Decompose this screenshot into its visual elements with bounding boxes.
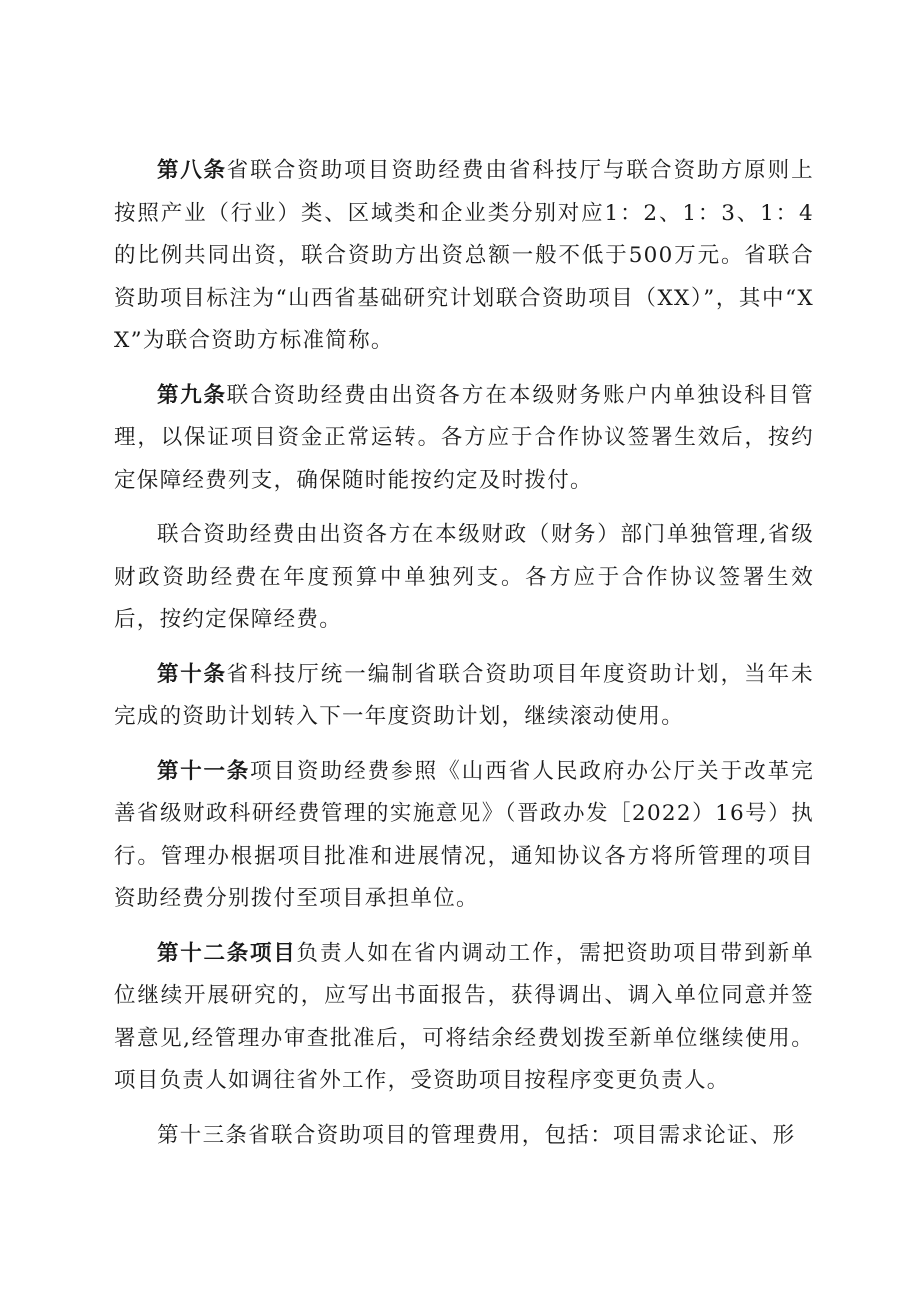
article-body: 项目资助经费参照《山西省人民政府办公厅关于改革完善省级财政科研经费管理的实施意见》（晋政办发［2022）16号）执行。管理办根据项目批准和进展情况，通知协议各方将所管理的项目资助经费分别拨付至项目承担单位。 (114, 758, 814, 911)
article-12-paragraph (114, 933, 814, 1103)
article-9-continuation-paragraph (114, 514, 814, 642)
article-heading: 第八条 (157, 158, 227, 183)
document-page (114, 150, 814, 1169)
article-body: 联合资助经费由出资各方在本级财务账户内单独设科目管理，以保证项目资金正常运转。各方应于合作协议签署生效后，按约定保障经费列支，确保随时能按约定及时拨付。 (114, 382, 814, 493)
article-body: 第十三条省联合资助项目的管理费用，包括：项目需求论证、形 (157, 1122, 796, 1148)
article-11-paragraph (114, 751, 814, 921)
article-heading: 第十一条 (157, 758, 250, 784)
article-heading: 第九条 (157, 382, 227, 408)
article-10-paragraph (114, 654, 814, 739)
article-body: 负责人如在省内调动工作，需把资助项目带到新单位继续开展研究的，应写出书面报告，获得调出、调入单位同意并签署意见,经管理办审查批准后，可将结余经费划拨至新单位继续使用。项目负责人如调往省外工作，受资助项目按程序变更负责人。 (114, 940, 814, 1093)
article-heading: 第十二条项目 (157, 940, 297, 966)
article-body: 省联合资助项目资助经费由省科技厅与联合资助方原则上按照产业（行业）类、区域类和企业类分别对应1：2、1：3、1：4的比例共同出资，联合资助方出资总额一般不低于500万元。省联合资助项目标注为“山西省基础研究计划联合资助项目（XX）”，其中“XX”为联合资助方标准简称。 (114, 158, 814, 353)
article-body: 联合资助经费由出资各方在本级财政（财务）部门单独管理,省级财政资助经费在年度预算中单独列支。各方应于合作协议签署生效后，按约定保障经费。 (114, 522, 814, 632)
article-8-paragraph (114, 150, 814, 363)
article-body: 省科技厅统一编制省联合资助项目年度资助计划，当年未完成的资助计划转入下一年度资助计划，继续滚动使用。 (114, 661, 814, 729)
article-9-paragraph (114, 375, 814, 503)
article-13-paragraph (114, 1115, 814, 1158)
article-heading: 第十条 (157, 661, 227, 687)
